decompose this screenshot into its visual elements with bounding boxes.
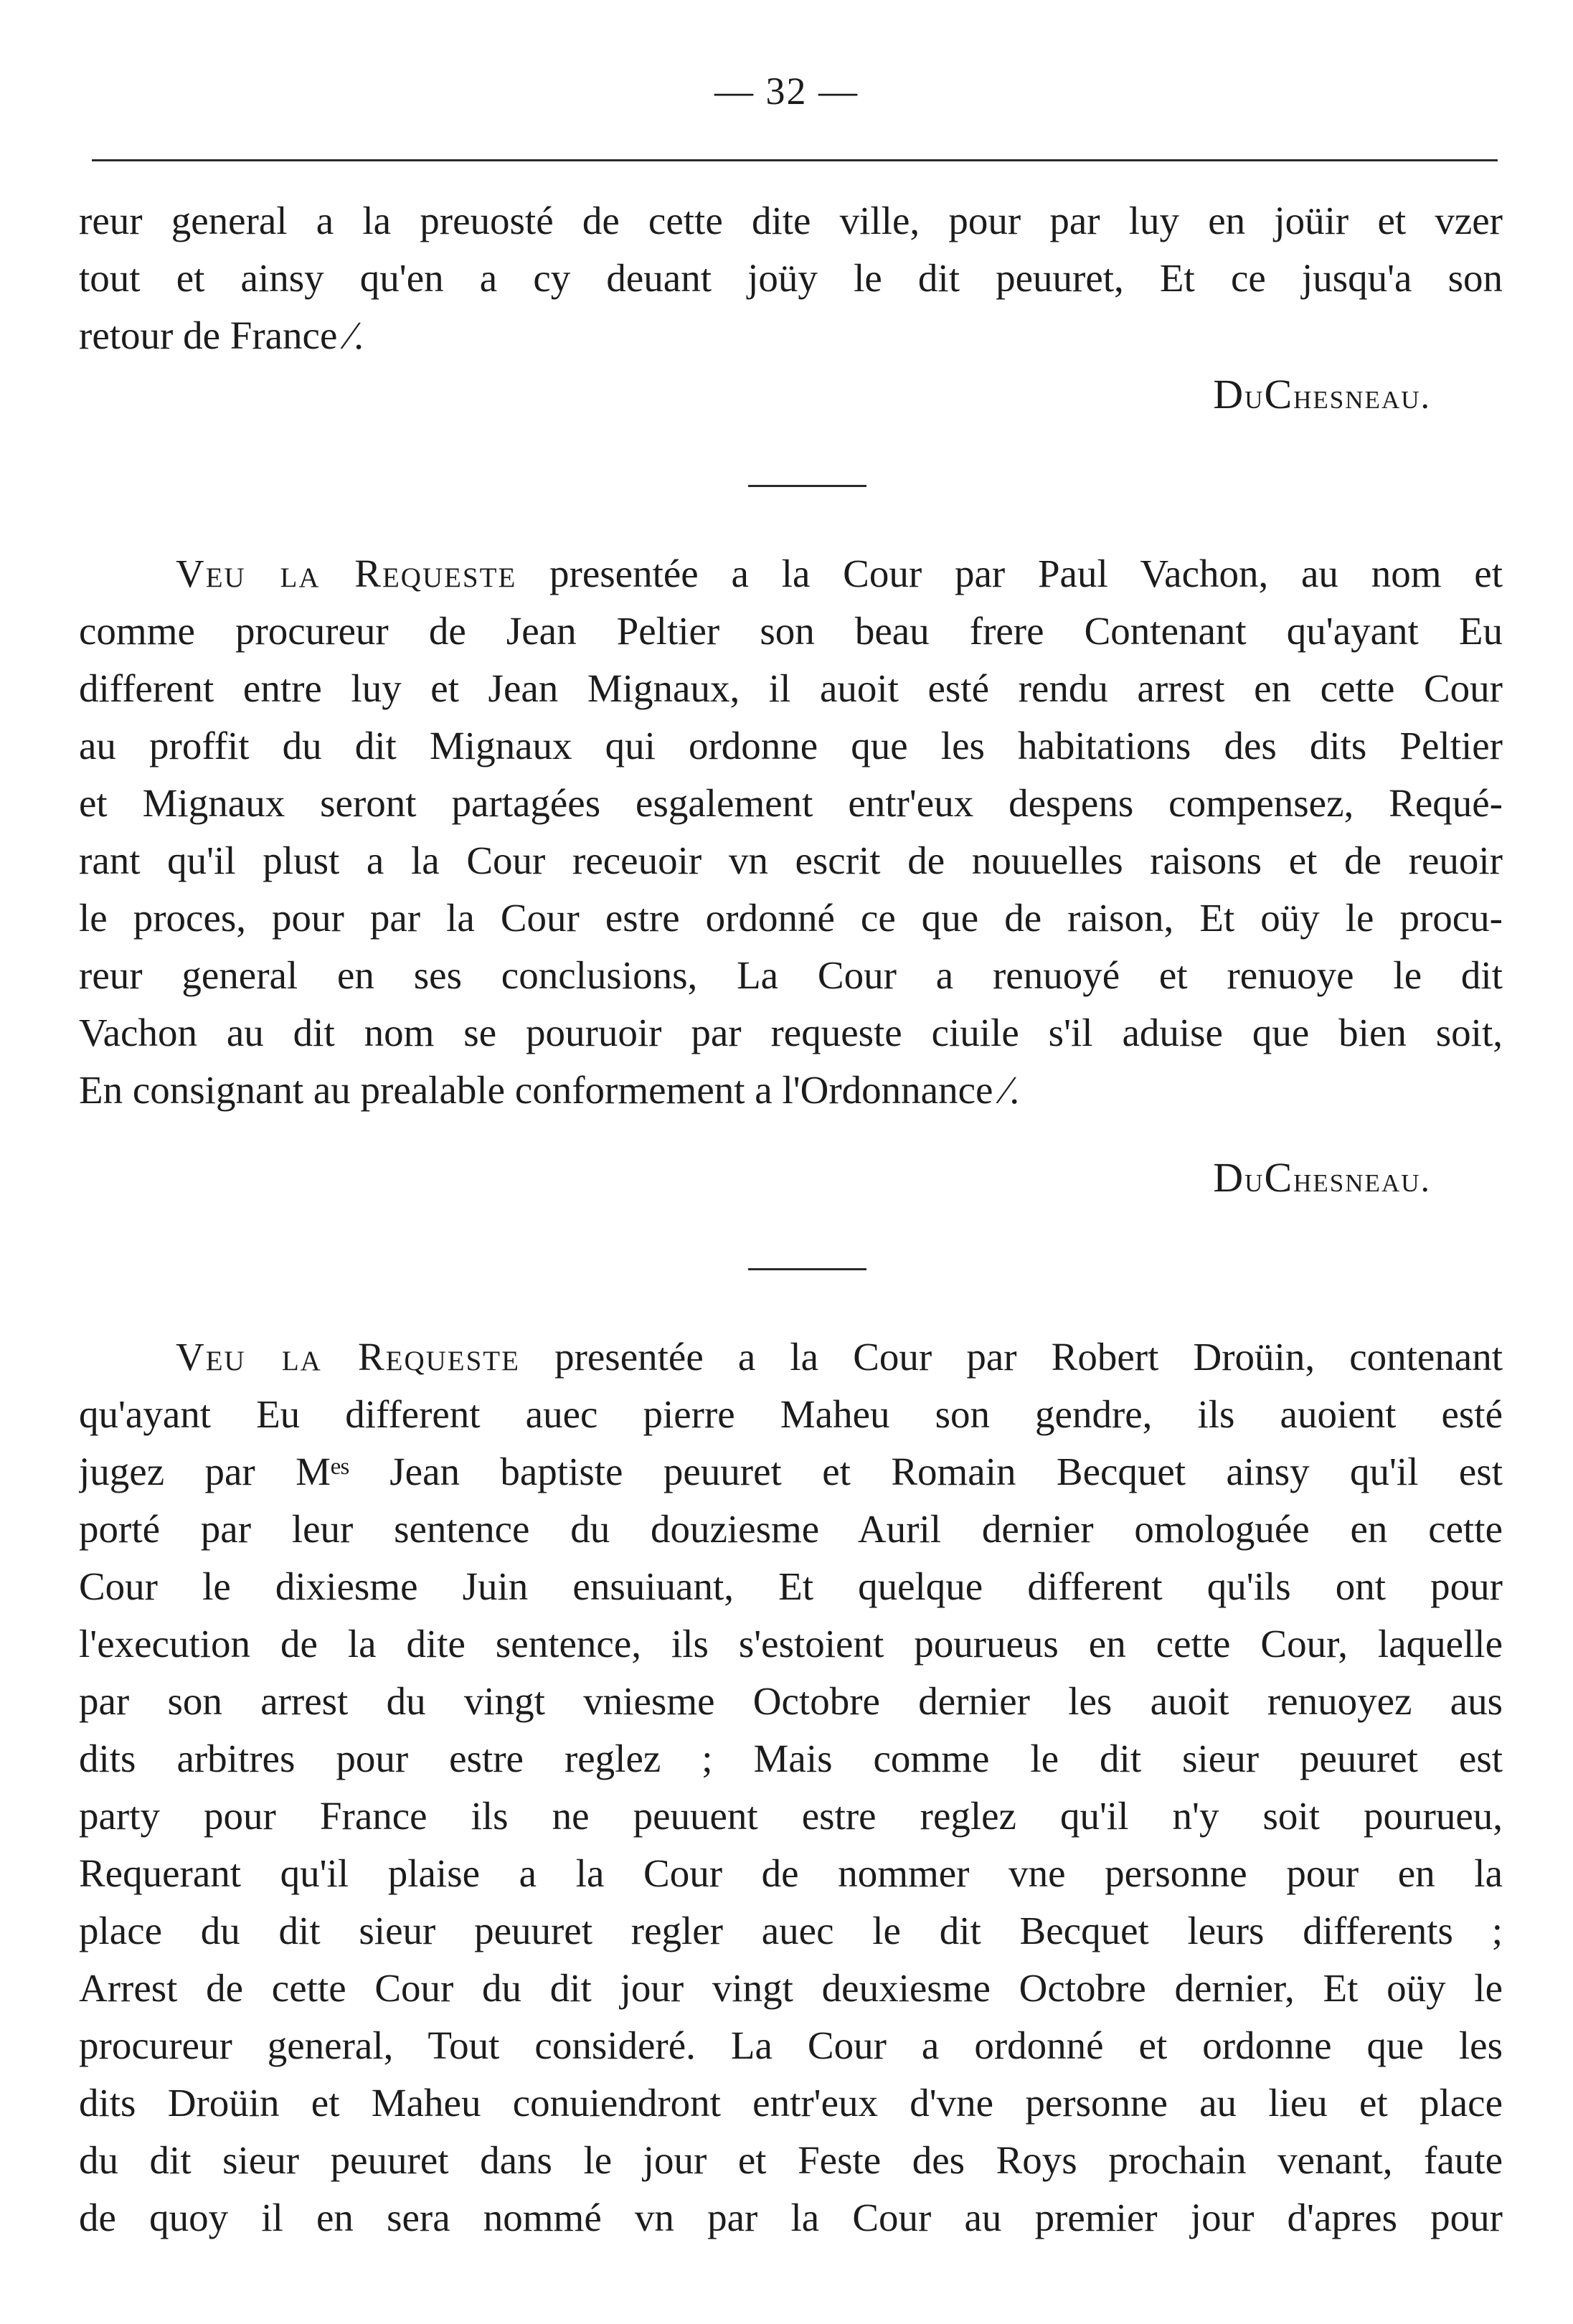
text-line: dits Droüin et Maheu conuiendront entr'eux d'vne personne au lieu et place xyxy=(79,2081,1503,2125)
spacer xyxy=(79,1119,1503,1148)
text-run: presentée a la Cour par Paul Vachon, au nom et xyxy=(516,552,1503,595)
signature-text: DuChesneau. xyxy=(1213,371,1431,417)
body-text xyxy=(79,192,1503,2247)
text-line: Arrest de cette Cour du dit jour vingt deuxiesme Octobre dernier, Et oüy le xyxy=(79,1966,1503,2010)
text-run: presentée a la Cour par Robert Droüin, contenant xyxy=(519,1335,1503,1379)
text-line: de quoy il en sera nommé vn par la Cour au premier jour d'apres pour xyxy=(79,2196,1503,2239)
text-line: rant qu'il plust a la Cour receuoir vn escrit de nouuelles raisons et de reuoir xyxy=(79,839,1503,882)
entry-opening: Veu la Requeste xyxy=(176,552,517,595)
text-line: par son arrest du vingt vniesme Octobre dernier les auoit renuoyez aus xyxy=(79,1679,1503,1723)
text-line: En consignant au prealable conformement a l'Ordonnance ⁄. xyxy=(79,1068,1020,1112)
section-separator xyxy=(79,425,1503,545)
text-line: dits arbitres pour estre reglez ; Mais comme le dit sieur peuuret est xyxy=(79,1737,1503,1780)
text-line: Requerant qu'il plaise a la Cour de nommer vne personne pour en la xyxy=(79,1851,1503,1895)
text-line: procureur general, Tout consideré. La Cour a ordonné et ordonne que les xyxy=(79,2023,1503,2067)
signature xyxy=(79,364,1503,425)
header-rule xyxy=(92,159,1498,161)
section-separator xyxy=(79,1208,1503,1328)
text-line: le proces, pour par la Cour estre ordonné ce que de raison, Et oüy le procu- xyxy=(79,896,1503,940)
text-line: place du dit sieur peuuret regler auec le dit Becquet leurs differents ; xyxy=(79,1909,1503,1952)
separator-rule xyxy=(748,485,866,487)
text-line: porté par leur sentence du douziesme Auril dernier omologuée en cette xyxy=(79,1507,1503,1551)
text-line xyxy=(79,1328,1503,1386)
text-line xyxy=(79,545,1503,603)
text-line: l'execution de la dite sentence, ils s'estoient pourueus en cette Cour, laquelle xyxy=(79,1622,1503,1666)
text-line: et Mignaux seront partagées esgalement entr'eux despens compensez, Requé- xyxy=(79,781,1503,825)
text-line: party pour France ils ne peuuent estre reglez qu'il n'y soit pourueu, xyxy=(79,1794,1503,1838)
text-line: reur general en ses conclusions, La Cour a renuoyé et renuoye le dit xyxy=(79,953,1503,997)
text-line: au proffit du dit Mignaux qui ordonne que les habitations des dits Peltier xyxy=(79,724,1503,767)
text-line: different entre luy et Jean Mignaux, il auoit esté rendu arrest en cette Cour xyxy=(79,666,1503,710)
signature-text: DuChesneau. xyxy=(1213,1154,1431,1201)
text-line: Vachon au dit nom se pouruoir par requeste ciuile s'il aduise que bien soit, xyxy=(79,1011,1503,1054)
text-line: reur general a la preuosté de cette dite ville, pour par luy en joüir et vzer xyxy=(79,199,1503,242)
text-line: qu'ayant Eu different auec pierre Maheu son gendre, ils auoient esté xyxy=(79,1392,1503,1436)
text-line: comme procureur de Jean Peltier son beau frere Contenant qu'ayant Eu xyxy=(79,609,1503,653)
text-line: retour de France ⁄. xyxy=(79,313,364,357)
text-line: Cour le dixiesme Juin ensuiuant, Et quelque different qu'ils ont pour xyxy=(79,1564,1503,1608)
separator-rule xyxy=(748,1268,866,1270)
text-line: tout et ainsy qu'en a cy deuant joüy le dit peuuret, Et ce jusqu'a son xyxy=(79,256,1503,300)
signature xyxy=(79,1148,1503,1208)
page-number: — 32 — xyxy=(714,70,859,113)
text-line: jugez par Mᵉˢ Jean baptiste peuuret et Romain Becquet ainsy qu'il est xyxy=(79,1450,1503,1493)
entry-opening: Veu la Requeste xyxy=(176,1335,520,1379)
text-line: du dit sieur peuuret dans le jour et Feste des Roys prochain venant, faute xyxy=(79,2138,1503,2182)
